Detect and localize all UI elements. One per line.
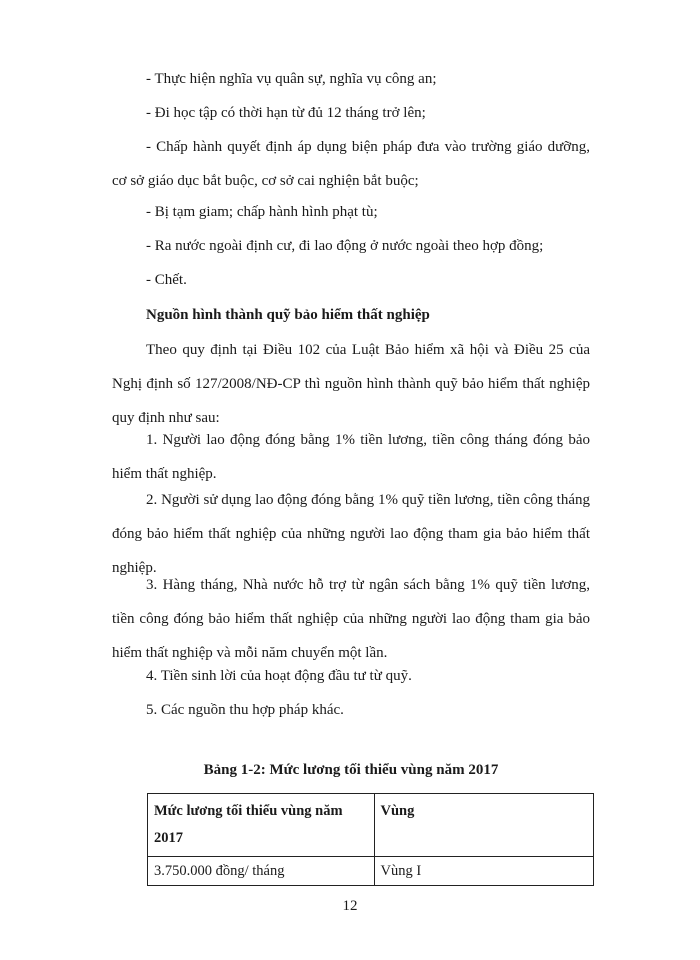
intro-paragraph: Theo quy định tại Điều 102 của Luật Bảo hiểm xã hội và Điều 25 của Nghị định số 127/2008/NĐ-CP thì nguồn hình thành quỹ bảo hiểm thất nghiệp quy định như sau: — [112, 342, 590, 426]
source-item: 1. Người lao động đóng bằng 1% tiền lương, tiền công tháng đóng bảo hiểm thất nghiệp. — [112, 432, 590, 482]
column-header: Mức lương tối thiểu vùng năm 2017 — [148, 794, 375, 857]
list-item: - Ra nước ngoài định cư, đi lao động ở nước ngoài theo hợp đồng; — [146, 238, 544, 254]
list-item: - Chấp hành quyết định áp dụng biện pháp đưa vào trường giáo dưỡng, cơ sở giáo dục bắt buộc, cơ sở cai nghiện bắt buộc; — [112, 139, 590, 189]
list-item: - Đi học tập có thời hạn từ đủ 12 tháng trở lên; — [146, 105, 426, 121]
page-number: 12 — [342, 898, 358, 914]
table-cell: Vùng I — [374, 857, 593, 886]
column-header: Vùng — [374, 794, 593, 857]
list-item: - Chết. — [146, 272, 187, 288]
table-caption: Bảng 1-2: Mức lương tối thiểu vùng năm 2017 — [203, 762, 499, 778]
source-item: 2. Người sử dụng lao động đóng bằng 1% quỹ tiền lương, tiền công tháng đóng bảo hiểm thất nghiệp của những người lao động tham gia bảo hiểm thất nghiệp. — [112, 492, 590, 576]
source-item: 4. Tiền sinh lời của hoạt động đầu tư từ quỹ. — [146, 668, 412, 684]
table-cell: 3.750.000 đồng/ tháng — [148, 857, 375, 886]
table-row — [148, 857, 594, 886]
source-item: 5. Các nguồn thu hợp pháp khác. — [146, 702, 344, 718]
section-heading: Nguồn hình thành quỹ bảo hiểm thất nghiệp — [146, 307, 430, 323]
list-item: - Thực hiện nghĩa vụ quân sự, nghĩa vụ công an; — [146, 71, 437, 87]
list-item: - Bị tạm giam; chấp hành hình phạt tù; — [146, 204, 378, 220]
table-header-row — [148, 794, 594, 857]
salary-table — [147, 793, 594, 886]
source-item: 3. Hàng tháng, Nhà nước hỗ trợ từ ngân sách bằng 1% quỹ tiền lương, tiền công đóng bảo hiểm thất nghiệp của những người lao động tham gia bảo hiểm thất nghiệp và mỗi năm chuyển một lần. — [112, 577, 590, 661]
